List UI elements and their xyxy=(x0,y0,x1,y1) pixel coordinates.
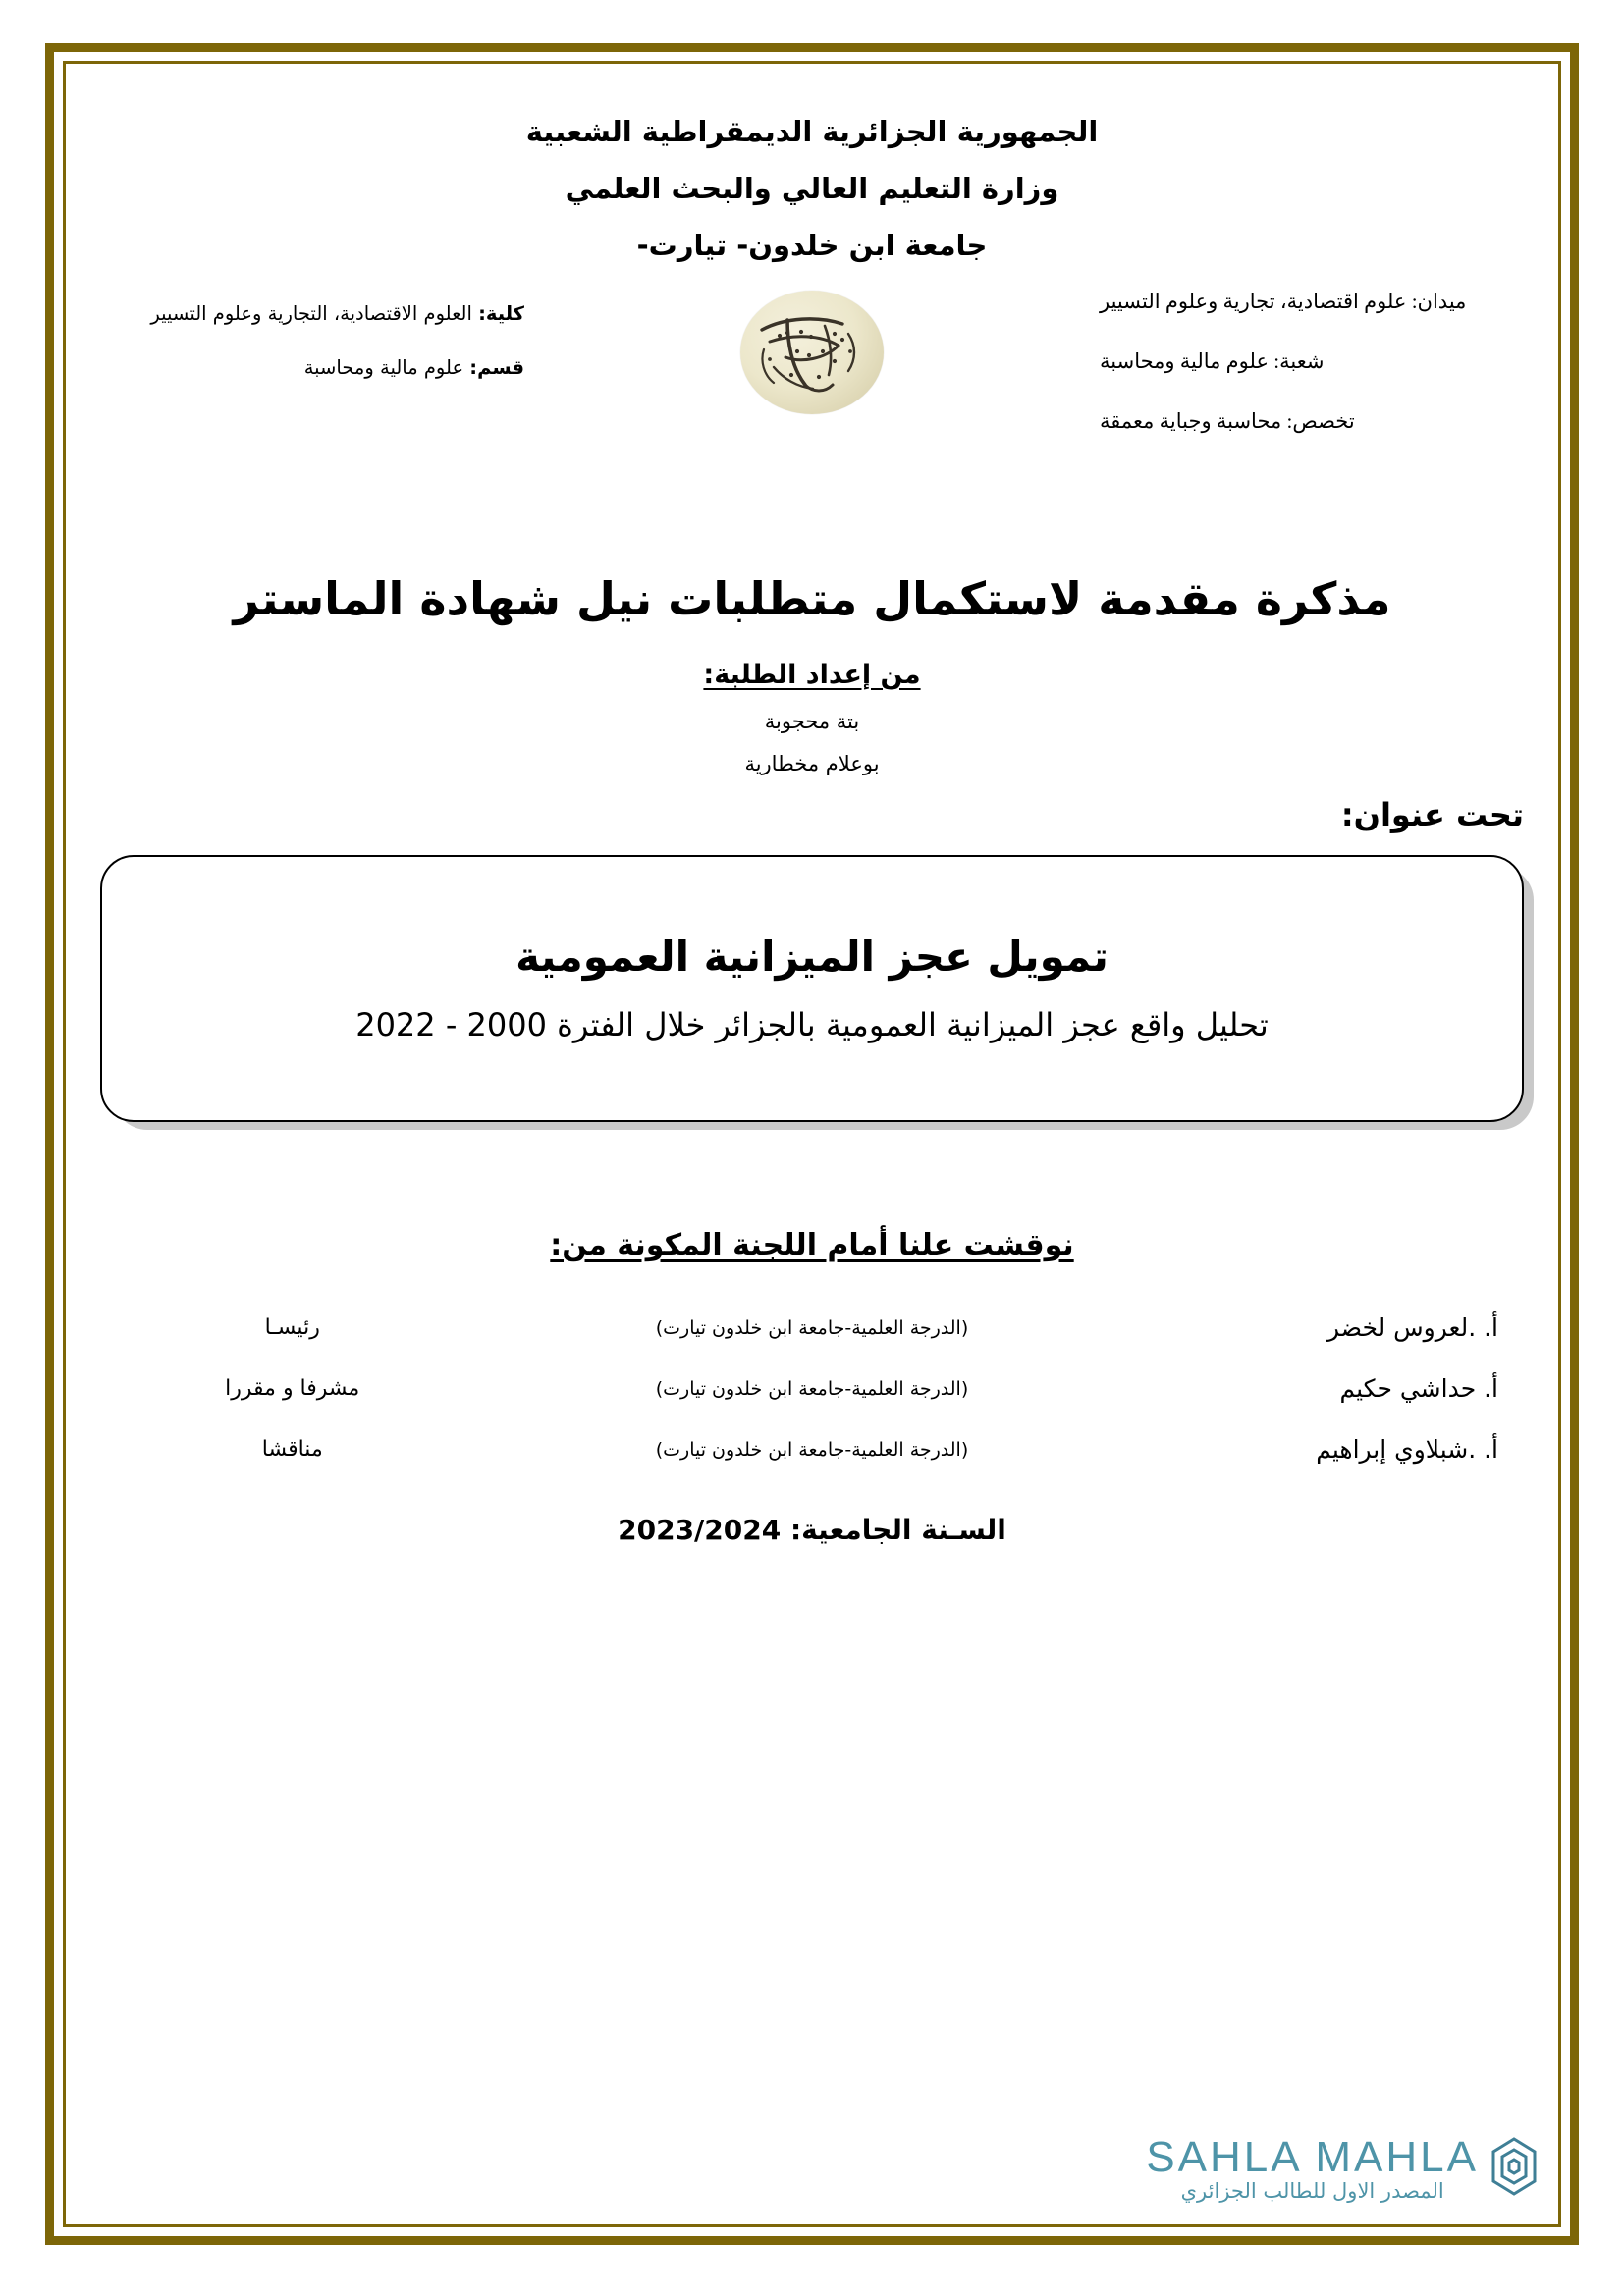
students-section xyxy=(100,660,1524,774)
university-seal-logo xyxy=(740,291,884,414)
jury-member-name: أ. .شبلاوي إبراهيم xyxy=(1316,1435,1498,1465)
table-row xyxy=(100,1359,1524,1419)
university-logo-wrap xyxy=(714,289,910,414)
university-name: جامعة ابن خلدون- تيارت- xyxy=(636,229,988,262)
affiliation-row xyxy=(100,289,1524,468)
faculty-value: العلوم الاقتصادية، التجارية وعلوم التسيير xyxy=(150,302,479,325)
watermark xyxy=(1146,2133,1540,2203)
department-label: قسم: xyxy=(469,355,524,379)
jury-member-role: مشرفا و مقررا xyxy=(225,1376,360,1402)
under-title-text: تحت عنوان: xyxy=(1340,796,1524,834)
watermark-tagline: المصدر الاول للطالب الجزائري xyxy=(1180,2179,1444,2203)
academic-year: السـنة الجامعية: 2023/2024 xyxy=(618,1514,1006,1547)
faculty-department-block xyxy=(102,289,524,381)
watermark-brand: SAHLA MAHLA xyxy=(1146,2133,1479,2181)
thesis-purpose-title: مذكرة مقدمة لاستكمال متطلبات نيل شهادة الماستر xyxy=(233,571,1391,625)
jury-member-name: أ. .لعروس لخضر xyxy=(1326,1313,1498,1343)
student-name: بتة محجوبة xyxy=(764,710,860,734)
domain-line: ميدان: علوم اقتصادية، تجارية وعلوم التسيير xyxy=(1100,290,1467,313)
watermark-logo-icon xyxy=(1489,2136,1540,2202)
thesis-main-title: تمويل عجز الميزانية العمومية xyxy=(515,932,1109,981)
thesis-title-box-wrap xyxy=(100,855,1524,1122)
domain-branch-specialty-block xyxy=(1100,289,1522,468)
faculty-label: كلية: xyxy=(478,302,524,325)
page-content xyxy=(79,75,1545,2214)
jury-member-affiliation: (الدرجة العلمية-جامعة ابن خلدون تيارت) xyxy=(655,1438,969,1461)
jury-table xyxy=(100,1298,1524,1480)
branch-line: شعبة: علوم مالية ومحاسبة xyxy=(1100,348,1325,373)
specialty-line: تخصص: محاسبة وجباية معمقة xyxy=(1100,408,1355,433)
faculty-line xyxy=(102,302,524,327)
country-name: الجمهورية الجزائرية الديمقراطية الشعبية xyxy=(525,115,1099,148)
jury-member-name: أ. حداشي حكيم xyxy=(1339,1374,1498,1404)
table-row xyxy=(100,1298,1524,1359)
student-name: بوعلام مخطارية xyxy=(744,752,880,776)
thesis-subtitle: تحليل واقع عجز الميزانية العمومية بالجزائر خلال الفترة 2000 - 2022 xyxy=(355,1006,1269,1044)
table-row xyxy=(100,1419,1524,1480)
jury-member-affiliation: (الدرجة العلمية-جامعة ابن خلدون تيارت) xyxy=(655,1377,969,1400)
thesis-title-box xyxy=(100,855,1524,1122)
jury-heading-text: نوقشت علنا أمام اللجنة المكونة من: xyxy=(550,1228,1074,1263)
students-heading: من إعداد الطلبة: xyxy=(703,660,921,691)
jury-member-affiliation: (الدرجة العلمية-جامعة ابن خلدون تيارت) xyxy=(655,1316,969,1339)
jury-member-role: مناقشا xyxy=(261,1437,323,1463)
institution-header xyxy=(100,75,1524,260)
jury-member-role: رئيسـا xyxy=(264,1315,320,1341)
department-value: علوم مالية ومحاسبة xyxy=(303,355,470,379)
ministry-name: وزارة التعليم العالي والبحث العلمي xyxy=(565,172,1059,205)
watermark-text xyxy=(1146,2133,1479,2203)
department-line xyxy=(102,356,524,381)
jury-heading xyxy=(100,1228,1524,1262)
under-title-label xyxy=(100,796,1524,833)
